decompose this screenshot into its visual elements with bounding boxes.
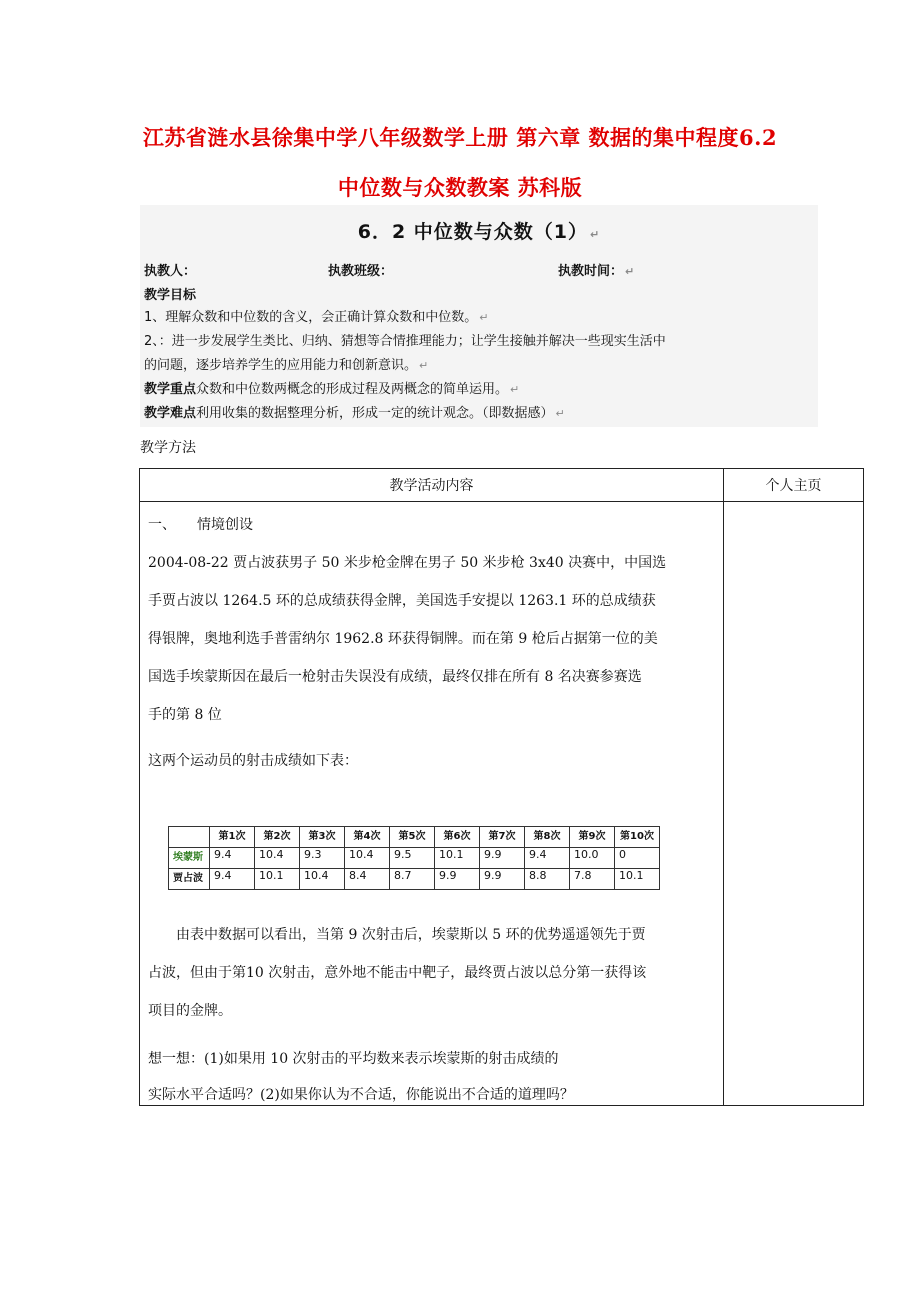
score-cell: 9.9 [480, 869, 525, 890]
analysis-line: 由表中数据可以看出，当第 9 次射击后，埃蒙斯以 5 环的优势遥遥领先于贾 [148, 927, 646, 943]
lesson-table [139, 468, 864, 1106]
analysis-line: 项目的金牌。 [148, 1003, 232, 1019]
analysis-line: 占波，但由于第10 次射击，意外地不能击中靶子，最终贾占波以总分第一获得该 [148, 965, 647, 981]
shot-header: 第10次 [615, 827, 660, 848]
athlete-name: 埃蒙斯 [169, 848, 210, 869]
goal-2a: 2、：进一步发展学生类比、归纳、猜想等合情推理能力；让学生接触并解决一些现实生活中 [144, 334, 666, 349]
score-cell: 9.9 [480, 848, 525, 869]
score-cell: 10.4 [300, 869, 345, 890]
teaching-method-label: 教学方法 [140, 440, 196, 456]
document-title-line1: 江苏省涟水县徐集中学八年级数学上册 第六章 数据的集中程度6.2 [142, 125, 778, 150]
score-cell: 10.1 [255, 869, 300, 890]
shot-header: 第8次 [525, 827, 570, 848]
scores-corner-cell [169, 827, 210, 848]
score-cell: 10.0 [570, 848, 615, 869]
scores-row-emmons [169, 848, 660, 869]
story-line: 2004-08-22 贾占波获男子 50 米步枪金牌在男子 50 米步枪 3x40 决赛中，中国选 [148, 555, 667, 571]
shot-header: 第1次 [210, 827, 255, 848]
story-line: 国选手埃蒙斯因在最后一枪射击失误没有成绩，最终仅排在所有 8 名决赛参赛选 [148, 669, 642, 685]
section-heading: 一、 情境创设 [148, 517, 253, 533]
key-points: 教学重点众数和中位数两概念的形成过程及两概念的简单运用。 ↵ [144, 382, 520, 397]
goals-heading: 教学目标 [144, 288, 197, 303]
scores-table [168, 826, 660, 890]
shot-header: 第6次 [435, 827, 480, 848]
score-cell: 8.4 [345, 869, 390, 890]
goal-1: 1、理解众数和中位数的含义，会正确计算众数和中位数。 ↵ [144, 310, 489, 325]
score-cell: 8.8 [525, 869, 570, 890]
athlete-name: 贾占波 [169, 869, 210, 890]
shot-header: 第9次 [570, 827, 615, 848]
score-cell: 10.1 [615, 869, 660, 890]
goal-2b: 的问题，逐步培养学生的应用能力和创新意识。 ↵ [144, 358, 429, 373]
document-title-line2: 中位数与众数教案 苏科版 [337, 175, 583, 200]
teacher-label: 执教人： [144, 264, 197, 279]
story-line: 手贾占波以 1264.5 环的总成绩获得金牌，美国选手安提以 1263.1 环的总成绩获 [148, 593, 656, 609]
activity-content-cell [140, 502, 724, 1106]
score-cell: 7.8 [570, 869, 615, 890]
score-cell: 9.4 [525, 848, 570, 869]
lesson-subtitle: 6．2 中位数与众数（1） ↵ [357, 221, 601, 243]
table-intro: 这两个运动员的射击成绩如下表： [148, 753, 358, 769]
activity-header: 教学活动内容 [140, 469, 724, 502]
think-question-2: 实际水平合适吗？(2)如果你认为不合适，你能说出不合适的道理吗？ [148, 1087, 574, 1103]
time-label: 执教时间： ↵ [558, 264, 635, 279]
scanned-header-image [140, 205, 818, 427]
class-label: 执教班级： [328, 264, 394, 279]
scores-row-jia [169, 869, 660, 890]
shot-header: 第2次 [255, 827, 300, 848]
story-line: 手的第 8 位 [148, 707, 222, 723]
shot-header: 第5次 [390, 827, 435, 848]
difficult-points: 教学难点利用收集的数据整理分析，形成一定的统计观念。（即数据感） ↵ [144, 406, 565, 421]
score-cell: 9.3 [300, 848, 345, 869]
score-cell: 10.4 [255, 848, 300, 869]
shot-header: 第4次 [345, 827, 390, 848]
personal-page-header: 个人主页 [724, 469, 864, 502]
score-cell: 8.7 [390, 869, 435, 890]
think-question-1: 想一想：(1)如果用 10 次射击的平均数来表示埃蒙斯的射击成绩的 [148, 1051, 559, 1067]
score-cell: 9.4 [210, 848, 255, 869]
score-cell: 9.5 [390, 848, 435, 869]
shot-header: 第3次 [300, 827, 345, 848]
personal-page-cell[interactable] [724, 502, 864, 1106]
score-cell: 9.9 [435, 869, 480, 890]
score-cell: 9.4 [210, 869, 255, 890]
score-cell: 0 [615, 848, 660, 869]
shot-header: 第7次 [480, 827, 525, 848]
score-cell: 10.1 [435, 848, 480, 869]
score-cell: 10.4 [345, 848, 390, 869]
story-line: 得银牌，奥地利选手普雷纳尔 1962.8 环获得铜牌。而在第 9 枪后占据第一位的美 [148, 631, 658, 647]
